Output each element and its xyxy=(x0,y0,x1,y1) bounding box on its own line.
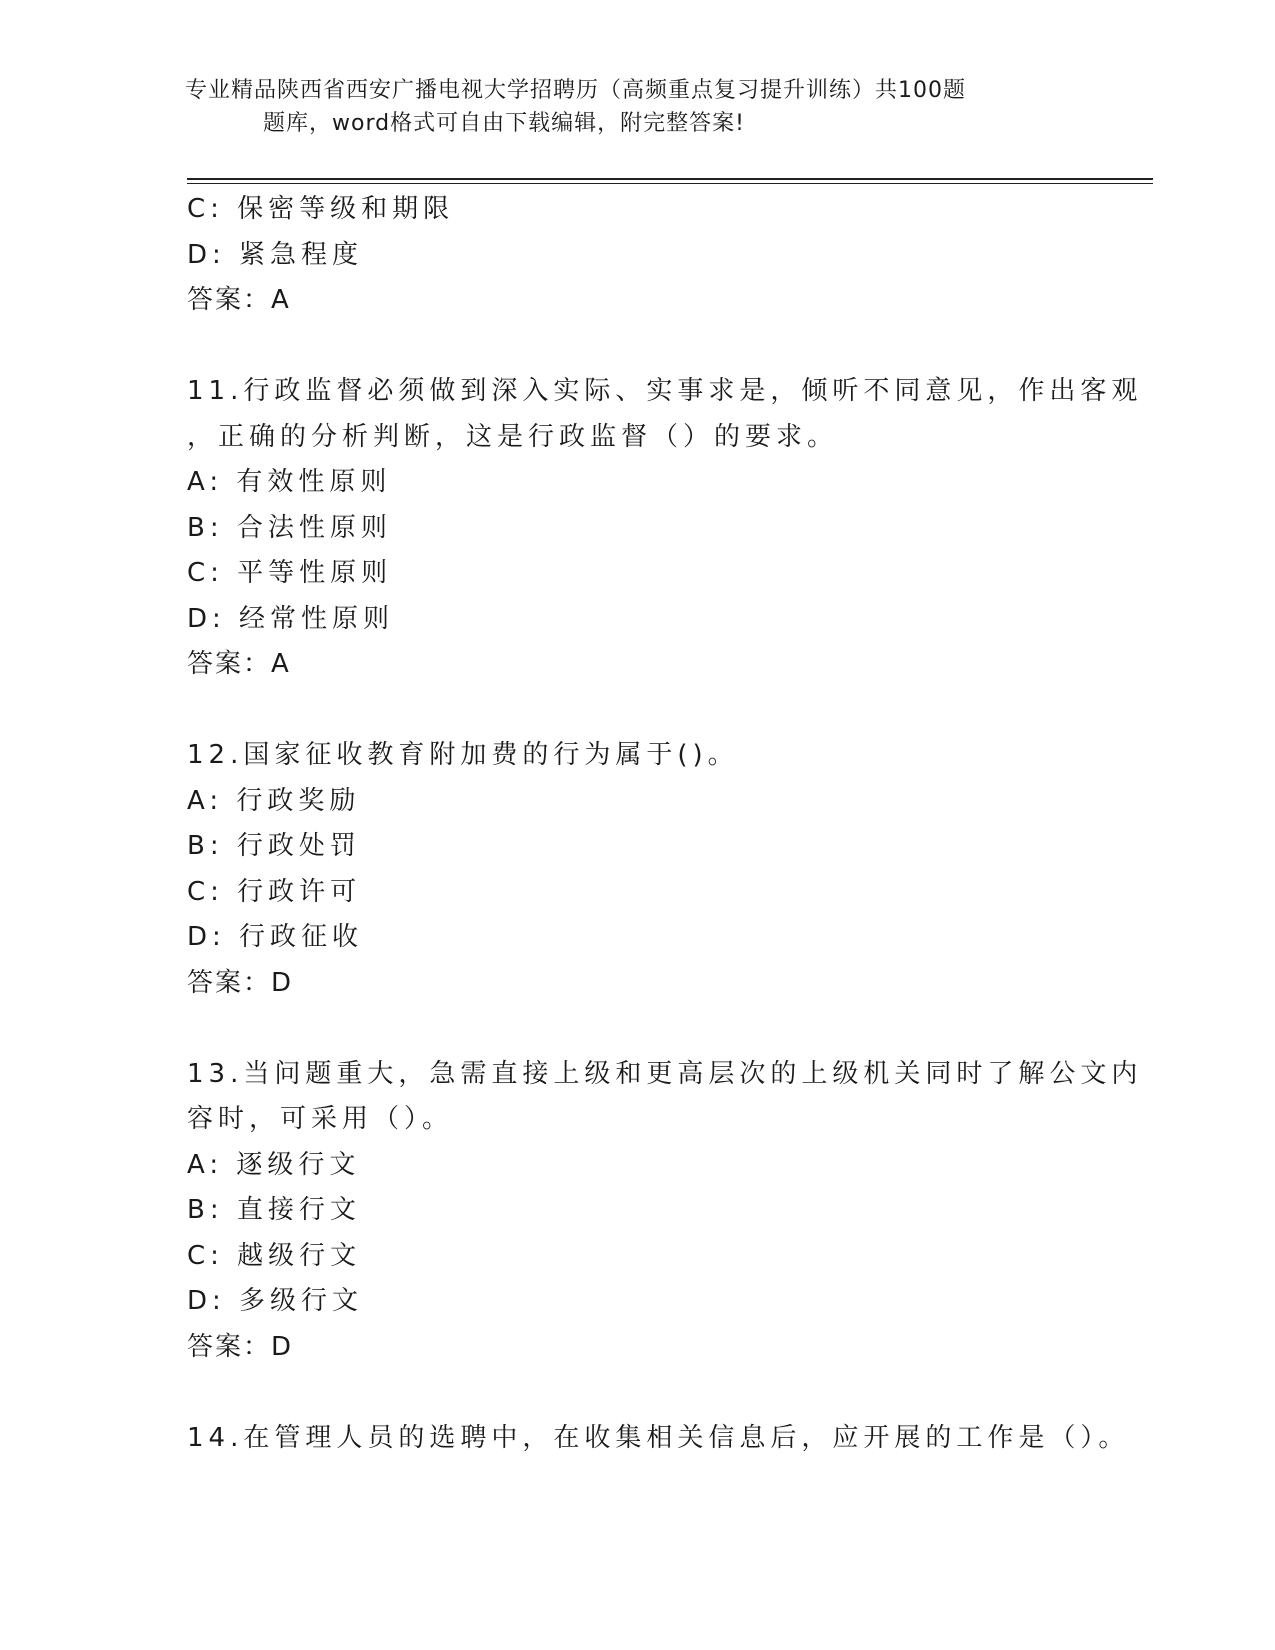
answer: 答案：D xyxy=(187,1331,294,1362)
spacer xyxy=(187,1006,1087,1052)
option-c: C: 平等性原则 xyxy=(187,558,393,588)
header-divider-thin xyxy=(187,183,1153,184)
question-stem: 12.国家征收教育附加费的行为属于()。 xyxy=(187,740,739,770)
spacer xyxy=(187,324,1087,370)
header-title-line-1: 专业精品陕西省西安广播电视大学招聘历（高频重点复习提升训练）共100题 xyxy=(185,78,966,103)
question-stem-continued: ，正确的分析判断，这是行政监督（）的要求。 xyxy=(187,421,839,452)
question-stem: 13.当问题重大，急需直接上级和更高层次的上级机关同时了解公文内 xyxy=(187,1058,1143,1089)
answer: 答案：A xyxy=(187,285,291,315)
option-d: D: 行政征收 xyxy=(187,922,364,952)
answer: 答案：D xyxy=(187,967,294,998)
question-11 xyxy=(187,369,1143,688)
document-header xyxy=(185,74,1065,140)
spacer xyxy=(187,688,1087,734)
header-divider-thick xyxy=(187,178,1153,180)
option-d: D: 经常性原则 xyxy=(187,603,395,634)
option-d: D: 紧急程度 xyxy=(187,239,364,270)
option-b: B: 直接行文 xyxy=(187,1195,361,1225)
option-a: A: 有效性原则 xyxy=(187,467,392,497)
question-list xyxy=(187,187,1143,1461)
option-c: C: 保密等级和期限 xyxy=(187,194,455,224)
spacer xyxy=(187,1370,1087,1416)
option-c: C: 越级行文 xyxy=(187,1240,362,1271)
question-12 xyxy=(187,733,1087,1006)
question-14 xyxy=(187,1416,1130,1462)
question-stem: 14.在管理人员的选聘中，在收集相关信息后，应开展的工作是（）。 xyxy=(187,1422,1130,1453)
question-10-tail xyxy=(187,187,1087,324)
option-b: B: 行政处罚 xyxy=(187,831,361,861)
question-stem: 11.行政监督必须做到深入实际、实事求是，倾听不同意见，作出客观 xyxy=(187,376,1143,406)
question-13 xyxy=(187,1052,1143,1371)
option-b: B: 合法性原则 xyxy=(187,512,392,543)
option-c: C: 行政许可 xyxy=(187,876,362,907)
answer: 答案：A xyxy=(187,649,291,679)
option-a: A: 逐级行文 xyxy=(187,1149,361,1180)
question-stem-continued: 容时，可采用（）。 xyxy=(187,1104,454,1134)
header-title-line-2: 题库，word格式可自由下载编辑，附完整答案! xyxy=(263,111,745,136)
option-a: A: 行政奖励 xyxy=(187,785,361,816)
option-d: D: 多级行文 xyxy=(187,1286,364,1316)
